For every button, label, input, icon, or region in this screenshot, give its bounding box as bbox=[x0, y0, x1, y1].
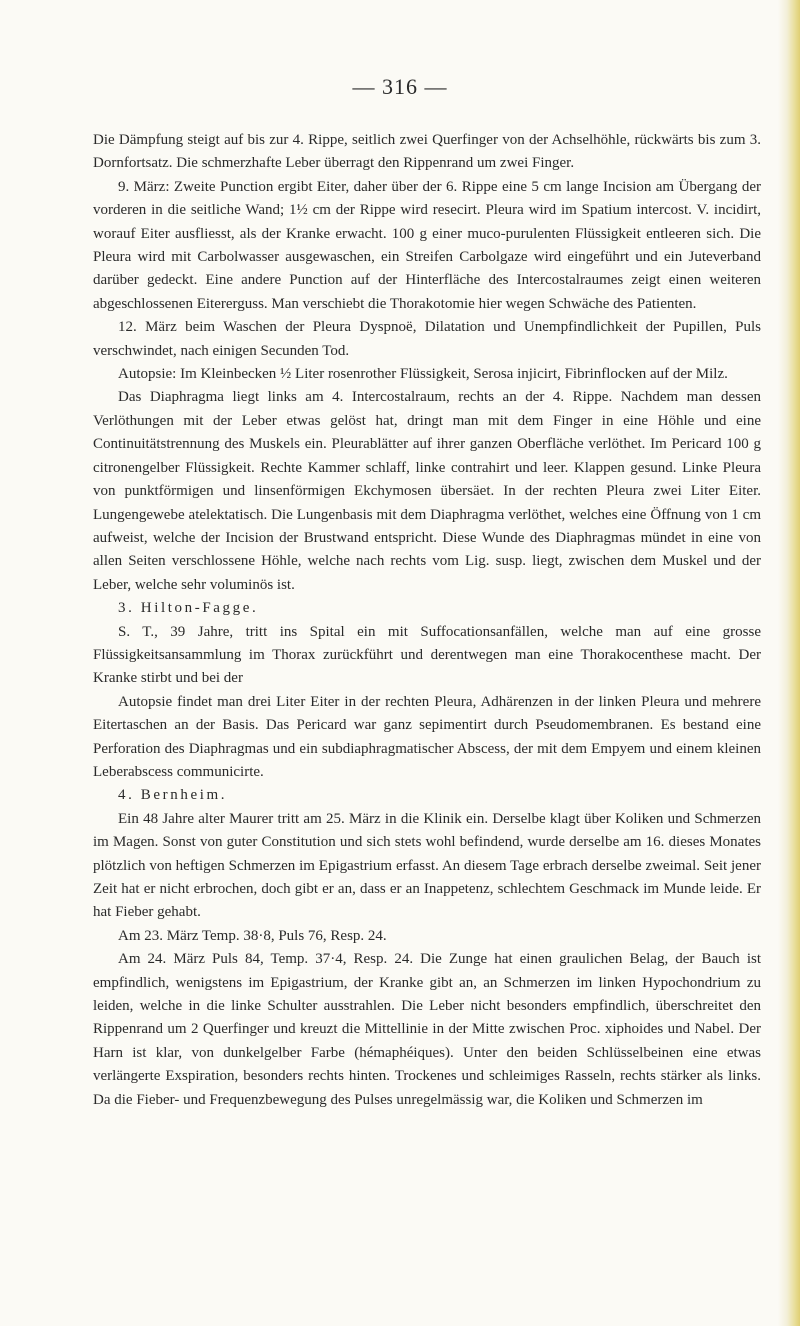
paragraph: 12. März beim Waschen der Pleura Dyspnoë, Dilatation und Unempfindlichkeit der Pupillen, Puls verschwindet, nach einigen Secunden Tod. bbox=[93, 319, 761, 359]
paragraph: Autopsie findet man drei Liter Eiter in der rechten Pleura, Adhärenzen in der linken Pleura und mehrere Eitertaschen an der Basis. Das Pericard war ganz sepimentirt durch Pseudomembranen. Es bestand eine Perforation des Diaphragmas und ein subdiaphragmatischer Abscess, der mit dem Empyem und einem kleinen Leberabscess communicirte. bbox=[93, 693, 761, 780]
paragraph: Am 24. März Puls 84, Temp. 37·4, Resp. 24. Die Zunge hat einen graulichen Belag, der Bauch ist empfindlich, wenigstens im Epigastrium, der Kranke gibt an, an Schmerzen im linken Hypochondrium zu leiden, welche in die linke Schulter ausstrahlen. Die Leber nicht besonders empfindlich, überschreitet den Rippenrand um 2 Querfinger und kreuzt die Mittellinie in der Mitte zwischen Proc. xiphoides und Nabel. Der Harn ist klar, von dunkelgelber Farbe (hémaphéiques). Unter den beiden Schlüsselbeinen eine etwas verlängerte Exspiration, besonders rechts hinten. Trockenes und schleimiges Rasseln, rechts stärker als links. Da die Fieber- und Frequenzbewegung des Pulses unregelmässig war, die Koliken und Schmerzen im bbox=[93, 951, 761, 1108]
paragraph: Die Dämpfung steigt auf bis zur 4. Rippe, seitlich zwei Querfinger von der Achselhöhle, rückwärts bis zum 3. Dornfortsatz. Die schmerzhafte Leber überragt den Rippenrand um zwei Finger. bbox=[93, 132, 761, 172]
paragraph: S. T., 39 Jahre, tritt ins Spital ein mit Suffocationsanfällen, welche man auf eine grosse Flüssigkeitsansammlung im Thorax zurückführt und derentwegen man eine Thorakocenthese macht. Der Kranke stirbt und bei der bbox=[93, 623, 761, 687]
case-heading: 4. Bernheim. bbox=[118, 787, 228, 804]
case-heading: 3. Hilton-Fagge. bbox=[118, 600, 259, 617]
paragraph: Ein 48 Jahre alter Maurer tritt am 25. März in die Klinik ein. Derselbe klagt über Koliken und Schmerzen im Magen. Sonst von guter Constitution und sich stets wohl befindend, wurde derselbe am 16. dieses Monates plötzlich von heftigen Schmerzen im Epigastrium erfasst. An diesem Tage erbrach derselbe zweimal. Seit jener Zeit hat er nicht erbrochen, doch gibt er an, dass er an Inappetenz, schlechtem Geschmack im Munde leide. Er hat Fieber gehabt. bbox=[93, 810, 761, 921]
paragraph: Autopsie: Im Kleinbecken ½ Liter rosenrother Flüssigkeit, Serosa injicirt, Fibrinflocken auf der Milz. bbox=[118, 366, 728, 383]
body-text bbox=[93, 129, 761, 1112]
paragraph: Am 23. März Temp. 38·8, Puls 76, Resp. 24. bbox=[118, 927, 387, 944]
paragraph: Das Diaphragma liegt links am 4. Intercostalraum, rechts an der 4. Rippe. Nachdem man dessen Verlöthungen mit der Leber etwas gelöst hat, dringt man mit dem Finger in eine Höhle und eine Continuitätstrennung des Muskels ein. Pleurablätter auf ihrer ganzen Oberfläche verlöthet. Im Pericard 100 g citronengelber Flüssigkeit. Rechte Kammer schlaff, linke contrahirt und leer. Klappen gesund. Linke Pleura von punktförmigen und linsenförmigen Ekchymosen übersäet. In der rechten Pleura zwei Liter Eiter. Lungengewebe atelektatisch. Die Lungenbasis mit dem Diaphragma verlöthet, welches eine Öffnung von 1 cm aufweist, welche der Incision der Brustwand entspricht. Diese Wunde des Diaphragmas mündet in eine von allen Seiten verschlossene Höhle, welche nach rechts vom Lig. susp. liegt, zwischen dem Muskel und der Leber, welche sehr voluminös ist. bbox=[93, 389, 761, 593]
paragraph: 9. März: Zweite Punction ergibt Eiter, daher über der 6. Rippe eine 5 cm lange Incision am Übergang der vorderen in die seitliche Wand; 1½ cm der Rippe wird resecirt. Pleura wird im Spatium intercost. V. incidirt, worauf Eiter ausfliesst, als der Kranke erwacht. 100 g einer muco-purulenten Flüssigkeit entleeren sich. Die Pleura wird mit Carbolwasser ausgewaschen, ein Streifen Carbolgaze wird eingeführt und ein Juteverband darüber gedeckt. Eine andere Punction auf der Hinterfläche des Intercostalraumes zeigt einen weiteren abgeschlossenen Eitererguss. Man verschiebt die Thorakotomie hier wegen Schwäche des Patienten. bbox=[93, 178, 761, 312]
page-number: — 316 — bbox=[352, 74, 448, 99]
page-edge bbox=[778, 0, 800, 1326]
